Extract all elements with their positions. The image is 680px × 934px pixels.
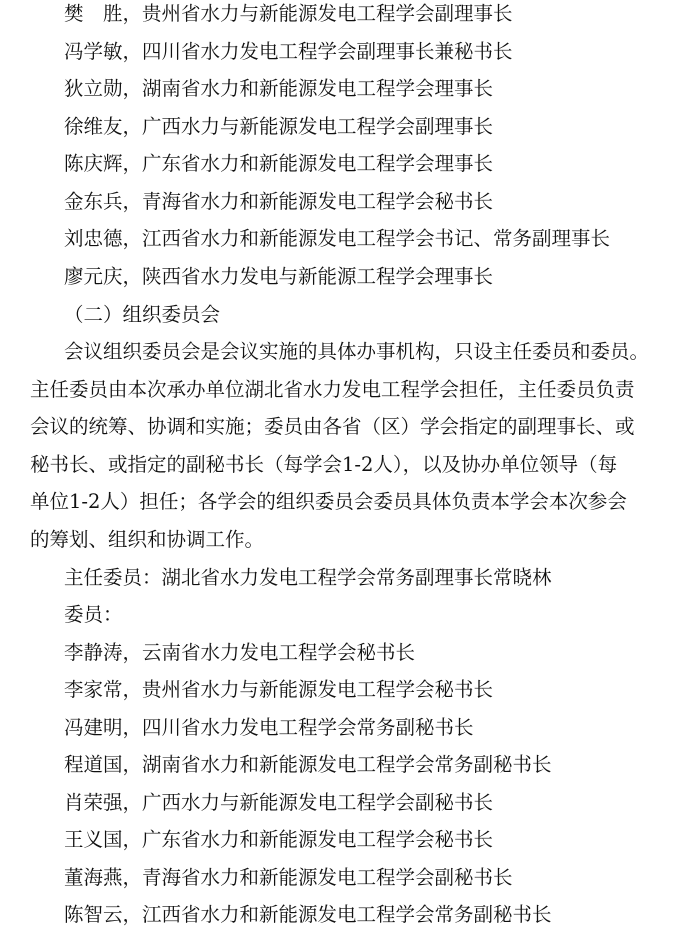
section-heading: （二）组织委员会: [64, 303, 221, 326]
chair-line: 主任委员：湖北省水力发电工程学会常务副理事长常晓林: [64, 566, 552, 589]
member-line: 刘忠德，江西省水力和新能源发电工程学会书记、常务副理事长: [64, 227, 611, 250]
paragraph-line: 会议的统筹、协调和实施；委员由各省（区）学会指定的副理事长、或: [30, 415, 635, 438]
paragraph-line: 秘书长、或指定的副秘书长（每学会1-2人），以及协办单位领导（每: [30, 453, 618, 476]
member-line: 狄立勋，湖南省水力和新能源发电工程学会理事长: [64, 77, 494, 100]
paragraph-line: 主任委员由本次承办单位湖北省水力发电工程学会担任，主任委员负责: [30, 378, 635, 401]
member-line: 徐维友，广西水力与新能源发电工程学会副理事长: [64, 115, 494, 138]
members-label: 委员：: [64, 603, 123, 626]
member-line: 陈庆辉，广东省水力和新能源发电工程学会理事长: [64, 152, 494, 175]
member-line: 陈智云，江西省水力和新能源发电工程学会常务副秘书长: [64, 903, 552, 926]
paragraph-line: 会议组织委员会是会议实施的具体办事机构，只设主任委员和委员。: [64, 340, 650, 363]
member-line: 肖荣强，广西水力与新能源发电工程学会副秘书长: [64, 791, 494, 814]
member-line: 李家常，贵州省水力与新能源发电工程学会秘书长: [64, 678, 494, 701]
member-line: 程道国，湖南省水力和新能源发电工程学会常务副秘书长: [64, 753, 552, 776]
member-line: 冯学敏，四川省水力发电工程学会副理事长兼秘书长: [64, 40, 513, 63]
paragraph-line: 单位1-2人）担任；各学会的组织委员会委员具体负责本学会本次参会: [30, 490, 627, 513]
member-line: 樊 胜，贵州省水力与新能源发电工程学会副理事长: [64, 2, 513, 25]
member-line: 廖元庆，陕西省水力发电与新能源工程学会理事长: [64, 265, 494, 288]
member-line: 李静涛，云南省水力发电工程学会秘书长: [64, 641, 416, 664]
member-line: 王义国，广东省水力和新能源发电工程学会秘书长: [64, 828, 494, 851]
paragraph-line: 的筹划、组织和协调工作。: [30, 528, 265, 551]
member-line: 金东兵，青海省水力和新能源发电工程学会秘书长: [64, 190, 494, 213]
member-line: 冯建明，四川省水力发电工程学会常务副秘书长: [64, 716, 474, 739]
member-line: 董海燕，青海省水力和新能源发电工程学会副秘书长: [64, 866, 513, 889]
